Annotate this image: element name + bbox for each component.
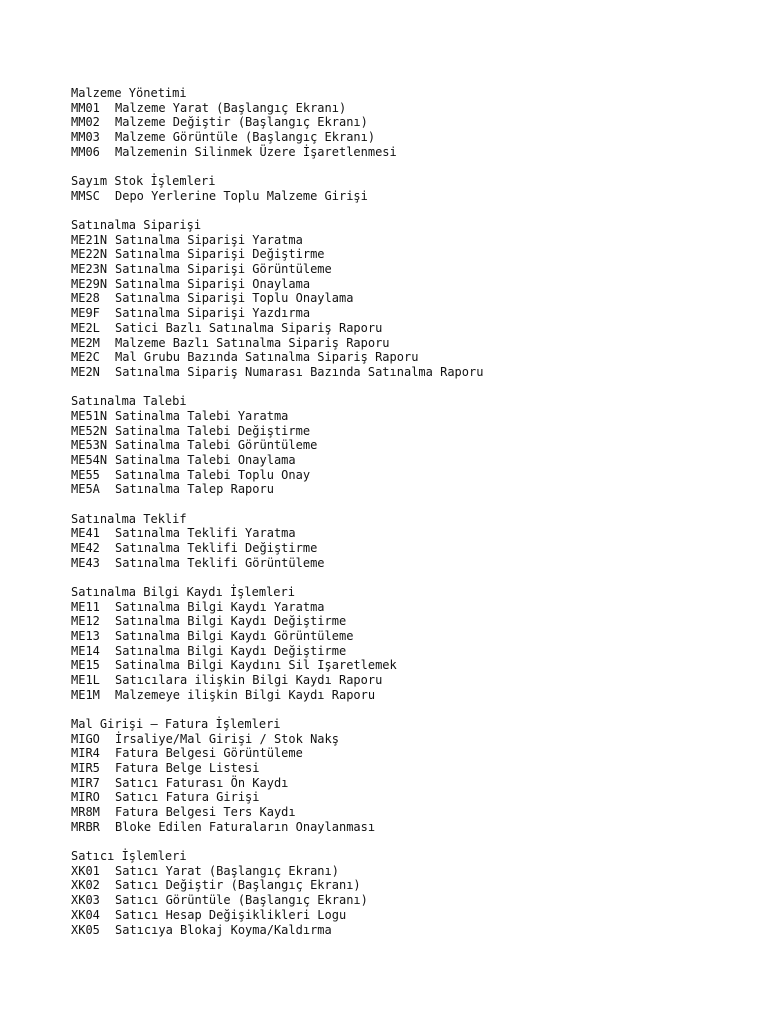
transaction-code: ME2M [71,335,100,350]
transaction-code: ME28 [71,291,100,306]
transaction-code: MIR5 [71,761,100,776]
list-item [71,365,751,380]
transaction-code: MIRO [71,790,100,805]
document-body [71,86,751,952]
transaction-description: Satici Bazlı Satınalma Sipariş Raporu [115,320,383,335]
transaction-code: ME12 [71,614,100,629]
transaction-description: Satıcı Fatura Girişi [115,790,260,805]
transaction-code: XK05 [71,922,100,937]
transaction-description: Satıcı Yarat (Başlangıç Ekranı) [115,863,339,878]
list-item [71,746,751,761]
transaction-description: Malzeme Değiştir (Başlangıç Ekranı) [115,115,368,130]
transaction-description: Satınalma Siparişi Görüntüleme [115,262,332,277]
list-item [71,101,751,116]
transaction-description: Satinalma Talebi Görüntüleme [115,438,318,453]
transaction-description: Satınalma Talep Raporu [115,482,274,497]
list-item [71,776,751,791]
section-title: Satınalma Siparişi [71,218,202,232]
transaction-code: ME11 [71,599,100,614]
list-item [71,629,751,644]
transaction-code: ME22N [71,247,108,262]
list-item [71,468,751,483]
transaction-code: ME51N [71,408,108,423]
list-item [71,438,751,453]
list-item [71,908,751,923]
transaction-code: ME23N [71,262,108,277]
transaction-description: Satınalma Bilgi Kaydı Değiştirme [115,643,347,658]
transaction-description: Satınalma Siparişi Toplu Onaylama [115,291,354,306]
transaction-code: MIR7 [71,775,100,790]
section-satinalma-talebi [71,394,751,497]
transaction-description: Satınalma Siparişi Yaratma [115,232,303,247]
section-title: Satınalma Talebi [71,394,187,409]
list-item [71,526,751,541]
transaction-code: MM01 [71,100,100,115]
transaction-description: Mal Grubu Bazında Satınalma Sipariş Raporu [115,350,419,365]
transaction-description: Satınalma Bilgi Kaydı Değiştirme [115,614,347,629]
transaction-description: Satinalma Bilgi Kaydını Sil Işaretlemek [115,658,397,673]
transaction-code: MMSC [71,188,100,203]
list-item [71,864,751,879]
section-title: Satıcı İşlemleri [71,849,187,864]
list-item [71,541,751,556]
transaction-description: Malzemenin Silinmek Üzere İşaretlenmesi [115,144,397,159]
list-item [71,291,751,306]
list-item [71,556,751,571]
transaction-description: Satınalma Siparişi Yazdırma [115,306,311,321]
transaction-description: Fatura Belgesi Ters Kaydı [115,805,296,820]
transaction-code: MIGO [71,731,100,746]
section-title: Satınalma Teklif [71,511,187,526]
list-item [71,614,751,629]
list-item [71,115,751,130]
section-satinalma-teklif [71,512,751,571]
transaction-code: ME14 [71,643,100,658]
transaction-code: ME42 [71,540,100,555]
list-item [71,277,751,292]
transaction-description: Satinalma Talebi Onaylama [115,452,296,467]
transaction-description: Satınalma Teklifi Görüntüleme [115,555,325,570]
list-item [71,233,751,248]
list-item [71,732,751,747]
list-item [71,321,751,336]
transaction-code: MRBR [71,819,100,834]
transaction-description: Satınalma Siparişi Onaylama [115,276,311,291]
list-item [71,893,751,908]
list-item [71,409,751,424]
transaction-description: Malzeme Görüntüle (Başlangıç Ekranı) [115,130,376,145]
list-item [71,805,751,820]
transaction-description: Satınalma Bilgi Kaydı Görüntüleme [115,628,354,643]
section-title: Mal Girişi – Fatura İşlemleri [71,717,281,731]
section-title: Sayım Stok İşlemleri [71,174,216,189]
transaction-description: Bloke Edilen Faturaların Onaylanması [115,819,376,834]
list-item [71,658,751,673]
transaction-code: ME13 [71,628,100,643]
list-item [71,350,751,365]
transaction-description: Satınalma Sipariş Numarası Bazında Satınalma Raporu [115,364,484,379]
list-item [71,130,751,145]
transaction-code: ME29N [71,276,108,291]
section-title: Malzeme Yönetimi [71,86,187,100]
transaction-description: Satinalma Talebi Değiştirme [115,423,311,438]
transaction-description: Satınalma Talebi Toplu Onay [115,467,311,482]
transaction-code: ME15 [71,658,100,673]
transaction-description: Satınalma Bilgi Kaydı Yaratma [115,599,325,614]
transaction-description: Satıcı Faturası Ön Kaydı [115,775,289,790]
transaction-description: Satınalma Teklifi Değiştirme [115,540,318,555]
transaction-code: MR8M [71,805,100,820]
list-item [71,923,751,938]
list-item [71,247,751,262]
transaction-code: ME5A [71,482,100,497]
list-item [71,145,751,160]
transaction-description: Satinalma Talebi Yaratma [115,408,289,423]
transaction-code: XK02 [71,878,100,893]
transaction-code: ME2N [71,364,100,379]
transaction-code: ME41 [71,526,100,541]
transaction-description: Malzemeye ilişkin Bilgi Kaydı Raporu [115,687,376,702]
transaction-code: ME9F [71,306,100,321]
transaction-code: ME1L [71,673,100,688]
list-item [71,878,751,893]
list-item [71,761,751,776]
list-item [71,790,751,805]
transaction-code: ME43 [71,555,100,570]
transaction-code: ME54N [71,452,108,467]
transaction-description: Satıcı Hesap Değişiklikleri Logu [115,907,347,922]
transaction-code: MM06 [71,144,100,159]
transaction-code: ME1M [71,687,100,702]
transaction-code: MIR4 [71,746,100,761]
list-item [71,262,751,277]
list-item [71,644,751,659]
section-bilgi-kaydi [71,585,751,703]
section-satinalma-siparisi [71,218,751,380]
list-item [71,820,751,835]
section-satici-islemleri [71,849,751,937]
list-item [71,336,751,351]
section-mal-girisi-fatura [71,717,751,835]
transaction-description: Fatura Belge Listesi [115,761,260,776]
transaction-code: MM02 [71,115,100,130]
transaction-description: Satıcı Görüntüle (Başlangıç Ekranı) [115,893,368,908]
transaction-code: ME2C [71,350,100,365]
list-item [71,189,751,204]
list-item [71,482,751,497]
section-sayim-stok [71,174,751,203]
section-title: Satınalma Bilgi Kaydı İşlemleri [71,584,295,599]
transaction-description: Malzeme Yarat (Başlangıç Ekranı) [115,100,347,115]
list-item [71,673,751,688]
transaction-code: XK04 [71,907,100,922]
list-item [71,600,751,615]
transaction-description: Fatura Belgesi Görüntüleme [115,746,303,761]
list-item [71,453,751,468]
transaction-code: XK01 [71,863,100,878]
transaction-description: Satınalma Siparişi Değiştirme [115,247,325,262]
transaction-description: Satıcılara ilişkin Bilgi Kaydı Raporu [115,673,383,688]
transaction-code: ME52N [71,423,108,438]
list-item [71,424,751,439]
transaction-description: Depo Yerlerine Toplu Malzeme Girişi [115,188,368,203]
transaction-description: Malzeme Bazlı Satınalma Sipariş Raporu [115,335,390,350]
transaction-code: ME2L [71,320,100,335]
list-item [71,306,751,321]
list-item [71,688,751,703]
transaction-description: Satıcı Değiştir (Başlangıç Ekranı) [115,878,361,893]
transaction-description: Satınalma Teklifi Yaratma [115,526,296,541]
transaction-description: Satıcıya Blokaj Koyma/Kaldırma [115,922,332,937]
transaction-code: ME21N [71,232,108,247]
transaction-description: İrsaliye/Mal Girişi / Stok Nakş [115,731,339,746]
transaction-code: XK03 [71,893,100,908]
transaction-code: ME55 [71,467,100,482]
section-malzeme-yonetimi [71,86,751,159]
transaction-code: ME53N [71,438,108,453]
transaction-code: MM03 [71,130,100,145]
